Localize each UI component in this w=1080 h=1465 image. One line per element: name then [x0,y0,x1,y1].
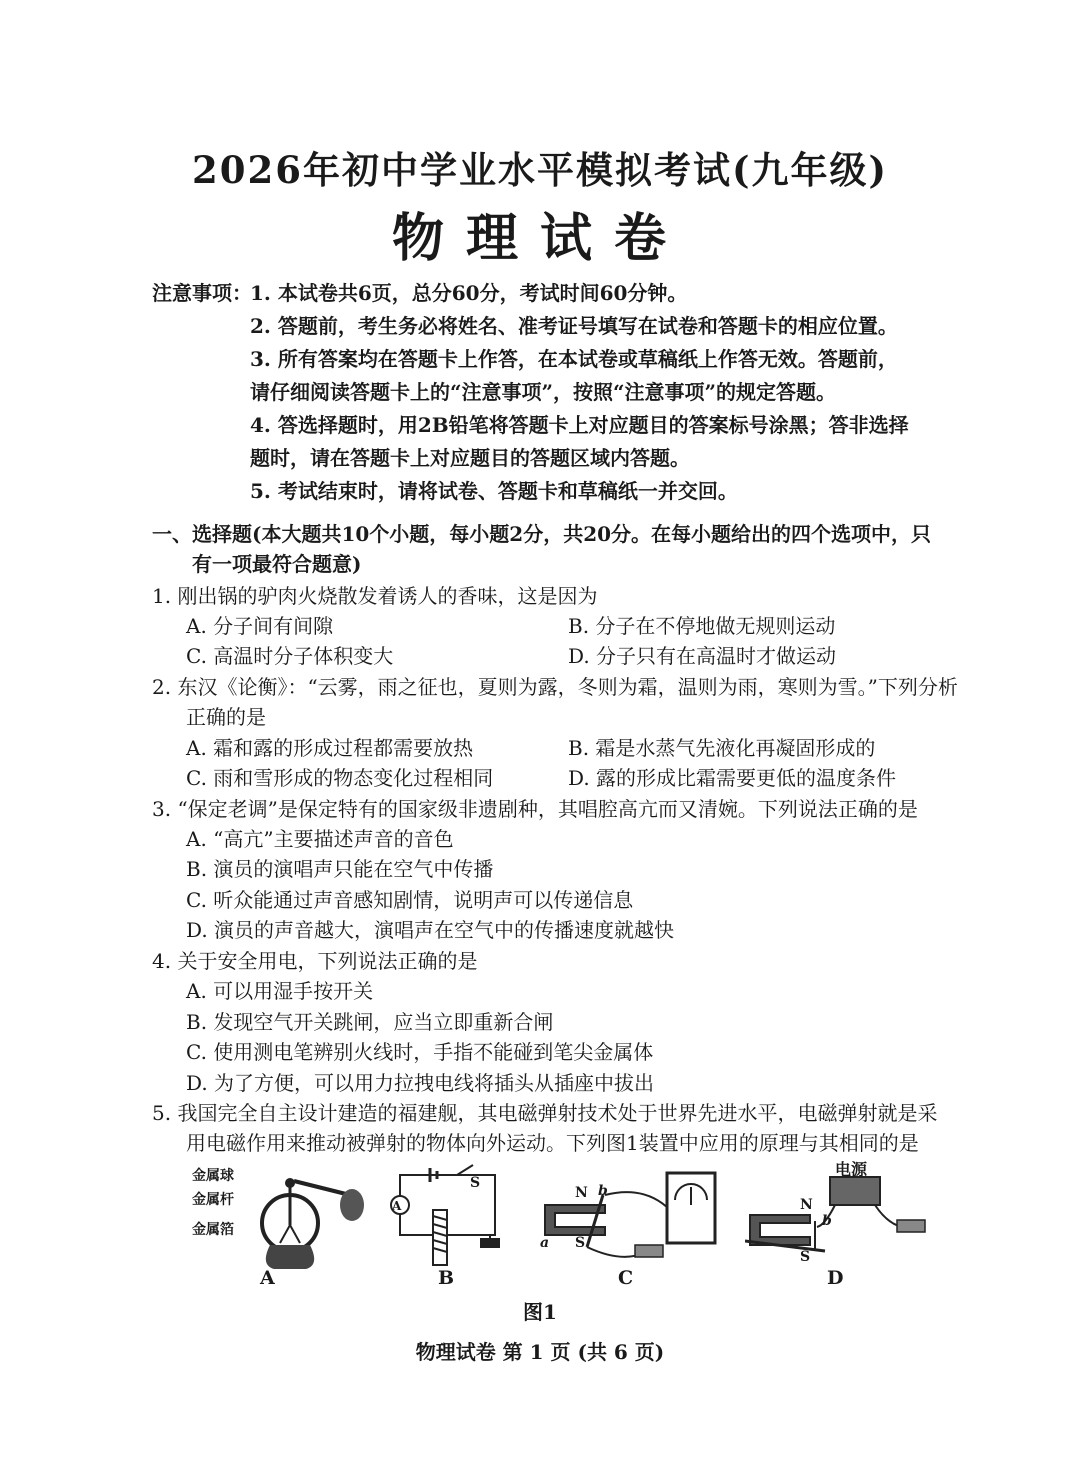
q1-option-d: D. 分子只有在高温时才做运动 [568,644,837,668]
page-footer: 物理试卷 第 1 页 (共 6 页) [415,1340,665,1364]
note-item-continued: 题时，请在答题卡上对应题目的答题区域内答题。 [250,446,690,470]
note-item-continued: 请仔细阅读答题卡上的“注意事项”，按照“注意事项”的规定答题。 [250,380,837,404]
q2-option-d: D. 露的形成比霜需要更低的温度条件 [568,766,897,790]
figure-label-d: D [827,1267,844,1289]
label-south-pole: S [575,1235,586,1251]
note-item: 3. 所有答案均在答题卡上作答，在本试卷或草稿纸上作答无效。答题前， [250,347,898,371]
q3-option-d: D. 演员的声音越大，演唱声在空气中的传播速度就越快 [186,918,675,942]
figure-label-b: B [438,1267,455,1289]
q3-option-b: B. 演员的演唱声只能在空气中传播 [186,857,494,881]
question-2-stem: 2. 东汉《论衡》：“云雾，雨之征也，夏则为露，冬则为霜，温则为雨，寒则为雪。”下列分析 [152,675,958,699]
label-switch-s: S [470,1175,481,1191]
notes-block [152,277,952,508]
label-metal-rod: 金属杆 [192,1192,234,1208]
q1-option-c: C. 高温时分子体积变大 [186,644,394,668]
section-heading-continued: 有一项最符合题意) [192,552,362,576]
ammeter-symbol: A [392,1199,402,1213]
note-item: 1. 本试卷共6页，总分60分，考试时间60分钟。 [250,281,688,305]
question-5-stem: 5. 我国完全自主设计建造的福建舰，其电磁弹射技术处于世界先进水平，电磁弹射就是采 [152,1101,938,1125]
q1-option-b: B. 分子在不停地做无规则运动 [568,614,836,638]
question-5-stem-continued: 用电磁作用来推动被弹射的物体向外运动。下列图1装置中应用的原理与其相同的是 [186,1131,919,1155]
label-metal-foil: 金属箔 [192,1222,234,1238]
q1-option-a: A. 分子间有间隙 [186,614,334,638]
exam-title: 2026年初中学业水平模拟考试(九年级) [192,148,888,192]
question-4-stem: 4. 关于安全用电，下列说法正确的是 [152,949,478,973]
label-point-a: a [540,1235,550,1251]
question-1-stem: 1. 刚出锅的驴肉火烧散发着诱人的香味，这是因为 [152,584,598,608]
note-item: 5. 考试结束时，请将试卷、答题卡和草稿纸一并交回。 [250,479,738,503]
figure-label-a: A [260,1267,275,1289]
label-south-pole-d: S [800,1249,811,1265]
figure-label-c: C [618,1267,634,1289]
electromagnet-circuit-diagram [385,1160,515,1275]
question-3-stem: 3. “保定老调”是保定特有的国家级非遗剧种，其唱腔高亢而又清婉。下列说法正确的是 [152,797,918,821]
q2-option-a: A. 霜和露的形成过程都需要放热 [186,736,474,760]
label-power-source: 电源 [835,1160,868,1179]
figure-1 [180,1155,940,1295]
q3-option-a: A. “高亢”主要描述声音的音色 [186,827,454,851]
q4-option-c: C. 使用测电笔辨别火线时，手指不能碰到笔尖金属体 [186,1040,654,1064]
label-north-pole: N [575,1185,588,1201]
q4-option-a: A. 可以用湿手按开关 [186,979,374,1003]
subject-title: 物理试卷 [391,208,688,269]
electroscope-diagram [240,1165,370,1275]
figure-caption: 图1 [523,1300,557,1324]
label-point-b: b [598,1183,608,1199]
q2-option-b: B. 霜是水蒸气先液化再凝固形成的 [568,736,876,760]
label-metal-ball: 金属球 [192,1168,234,1184]
label-north-pole-d: N [800,1197,813,1213]
section-heading: 一、选择题(本大题共10个小题，每小题2分，共20分。在每小题给出的四个选项中，只 [152,522,932,546]
q4-option-b: B. 发现空气开关跳闸，应当立即重新合闸 [186,1010,554,1034]
induction-apparatus-diagram [535,1155,725,1280]
note-item: 4. 答选择题时，用2B铅笔将答题卡上对应题目的答案标号涂黑；答非选择 [250,413,909,437]
q4-option-d: D. 为了方便，可以用力拉拽电线将插头从插座中拔出 [186,1071,655,1095]
label-point-b-d: b [822,1213,832,1229]
question-2-stem-continued: 正确的是 [186,705,266,729]
q2-option-c: C. 雨和雪形成的物态变化过程相同 [186,766,494,790]
q3-option-c: C. 听众能通过声音感知剧情，说明声可以传递信息 [186,888,634,912]
notes-label: 注意事项： [152,281,252,305]
note-item: 2. 答题前，考生务必将姓名、准考证号填写在试卷和答题卡的相应位置。 [250,314,898,338]
